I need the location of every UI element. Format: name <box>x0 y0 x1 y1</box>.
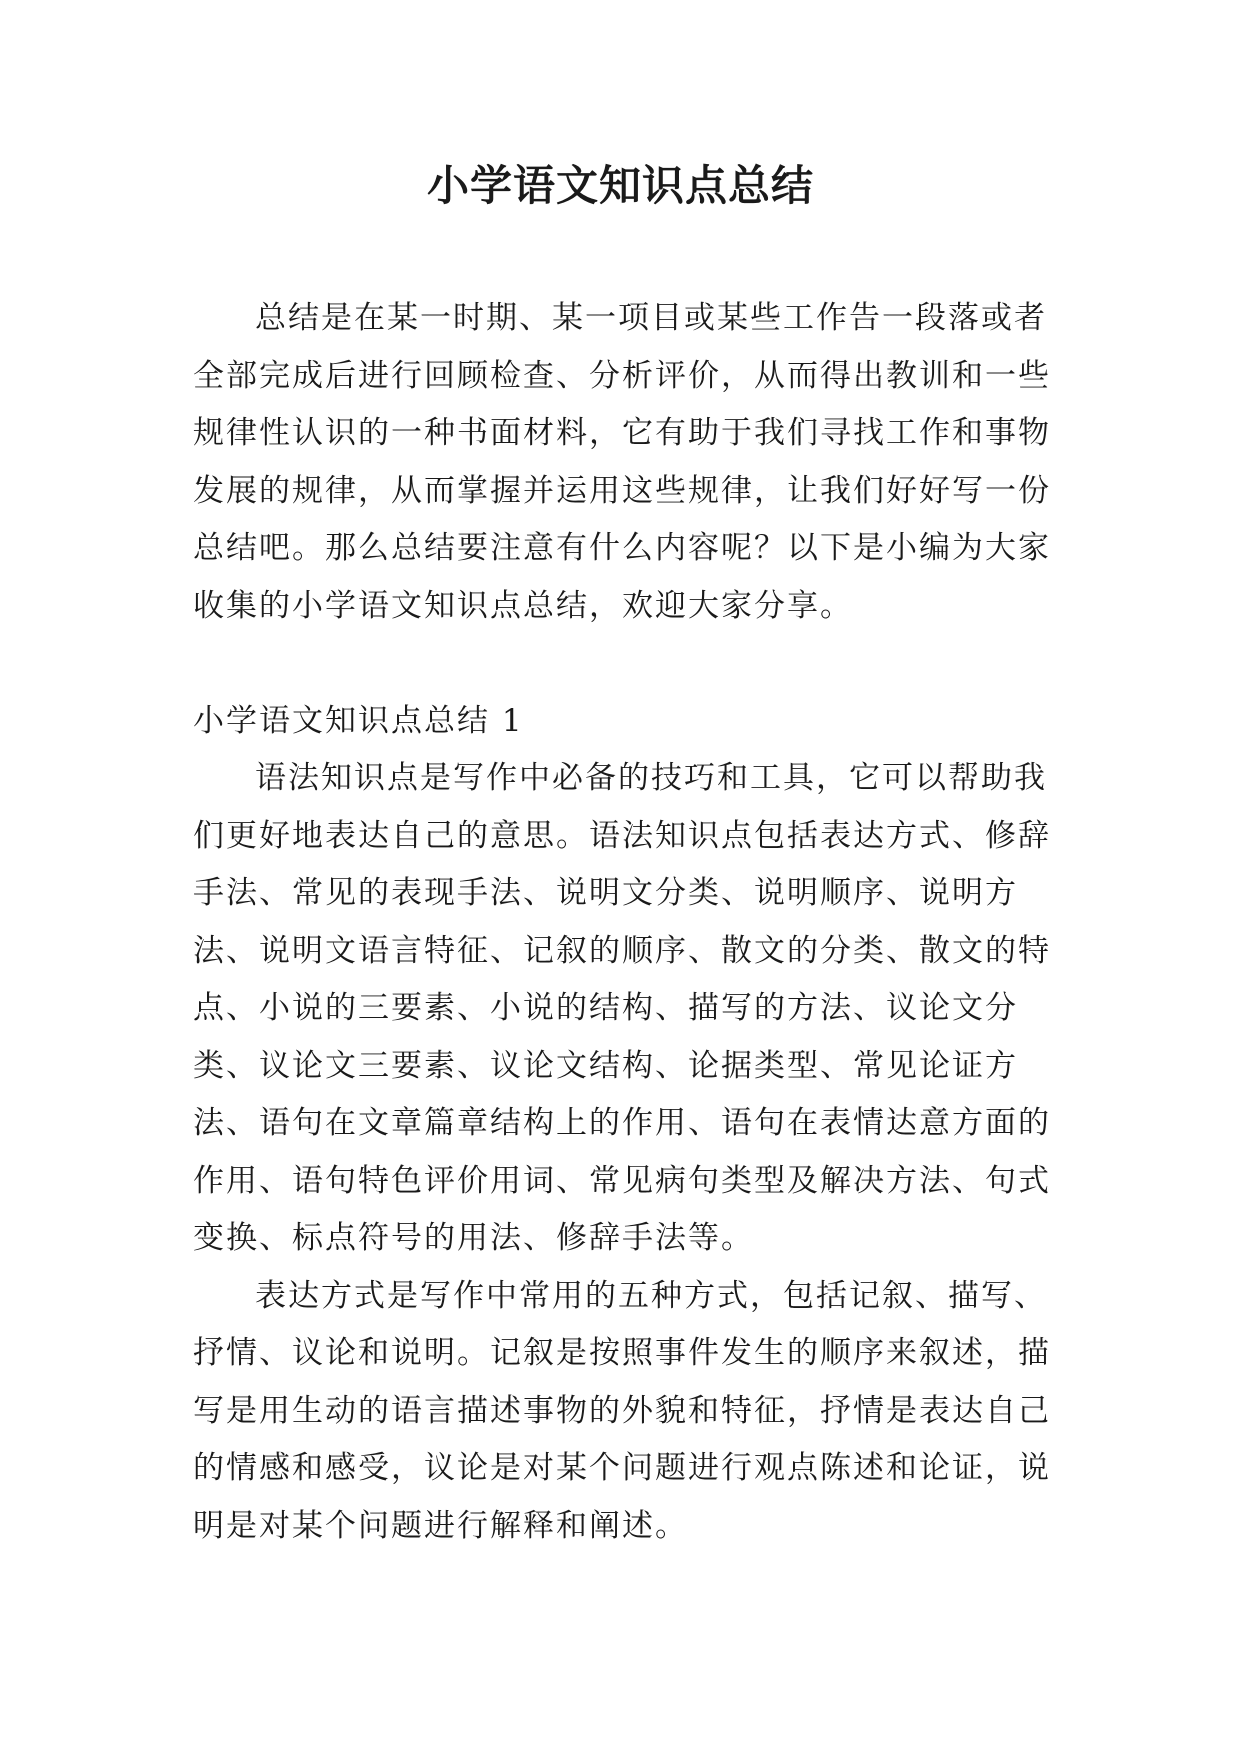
document-title: 小学语文知识点总结 <box>426 161 814 210</box>
body-paragraph-grammar: 语法知识点是写作中必备的技巧和工具，它可以帮助我们更好地表达自己的意思。语法知识点包括表达方式、修辞手法、常见的表现手法、说明文分类、说明顺序、说明方法、说明文语言特征、记叙的顺序、散文的分类、散文的特点、小说的三要素、小说的结构、描写的方法、议论文分类、议论文三要素、议论文结构、论据类型、常见论证方法、语句在文章篇章结构上的作用、语句在表情达意方面的作用、语句特色评价用词、常见病句类型及解决方法、句式变换、标点符号的用法、修辞手法等。 <box>193 760 1051 1256</box>
body-paragraph-expression: 表达方式是写作中常用的五种方式，包括记叙、描写、抒情、议论和说明。记叙是按照事件发生的顺序来叙述，描写是用生动的语言描述事物的外貌和特征，抒情是表达自己的情感和感受，议论是对某个问题进行观点陈述和论证，说明是对某个问题进行解释和阐述。 <box>193 1277 1051 1544</box>
paragraph-spacer <box>193 635 1063 693</box>
document-body <box>193 290 1063 1555</box>
section-heading: 小学语文知识点总结 1 <box>193 702 524 739</box>
intro-paragraph: 总结是在某一时期、某一项目或某些工作告一段落或者全部完成后进行回顾检查、分析评价，从而得出教训和一些规律性认识的一种书面材料，它有助于我们寻找工作和事物发展的规律，从而掌握并运用这些规律，让我们好好写一份总结吧。那么总结要注意有什么内容呢？以下是小编为大家收集的小学语文知识点总结，欢迎大家分享。 <box>193 300 1051 624</box>
